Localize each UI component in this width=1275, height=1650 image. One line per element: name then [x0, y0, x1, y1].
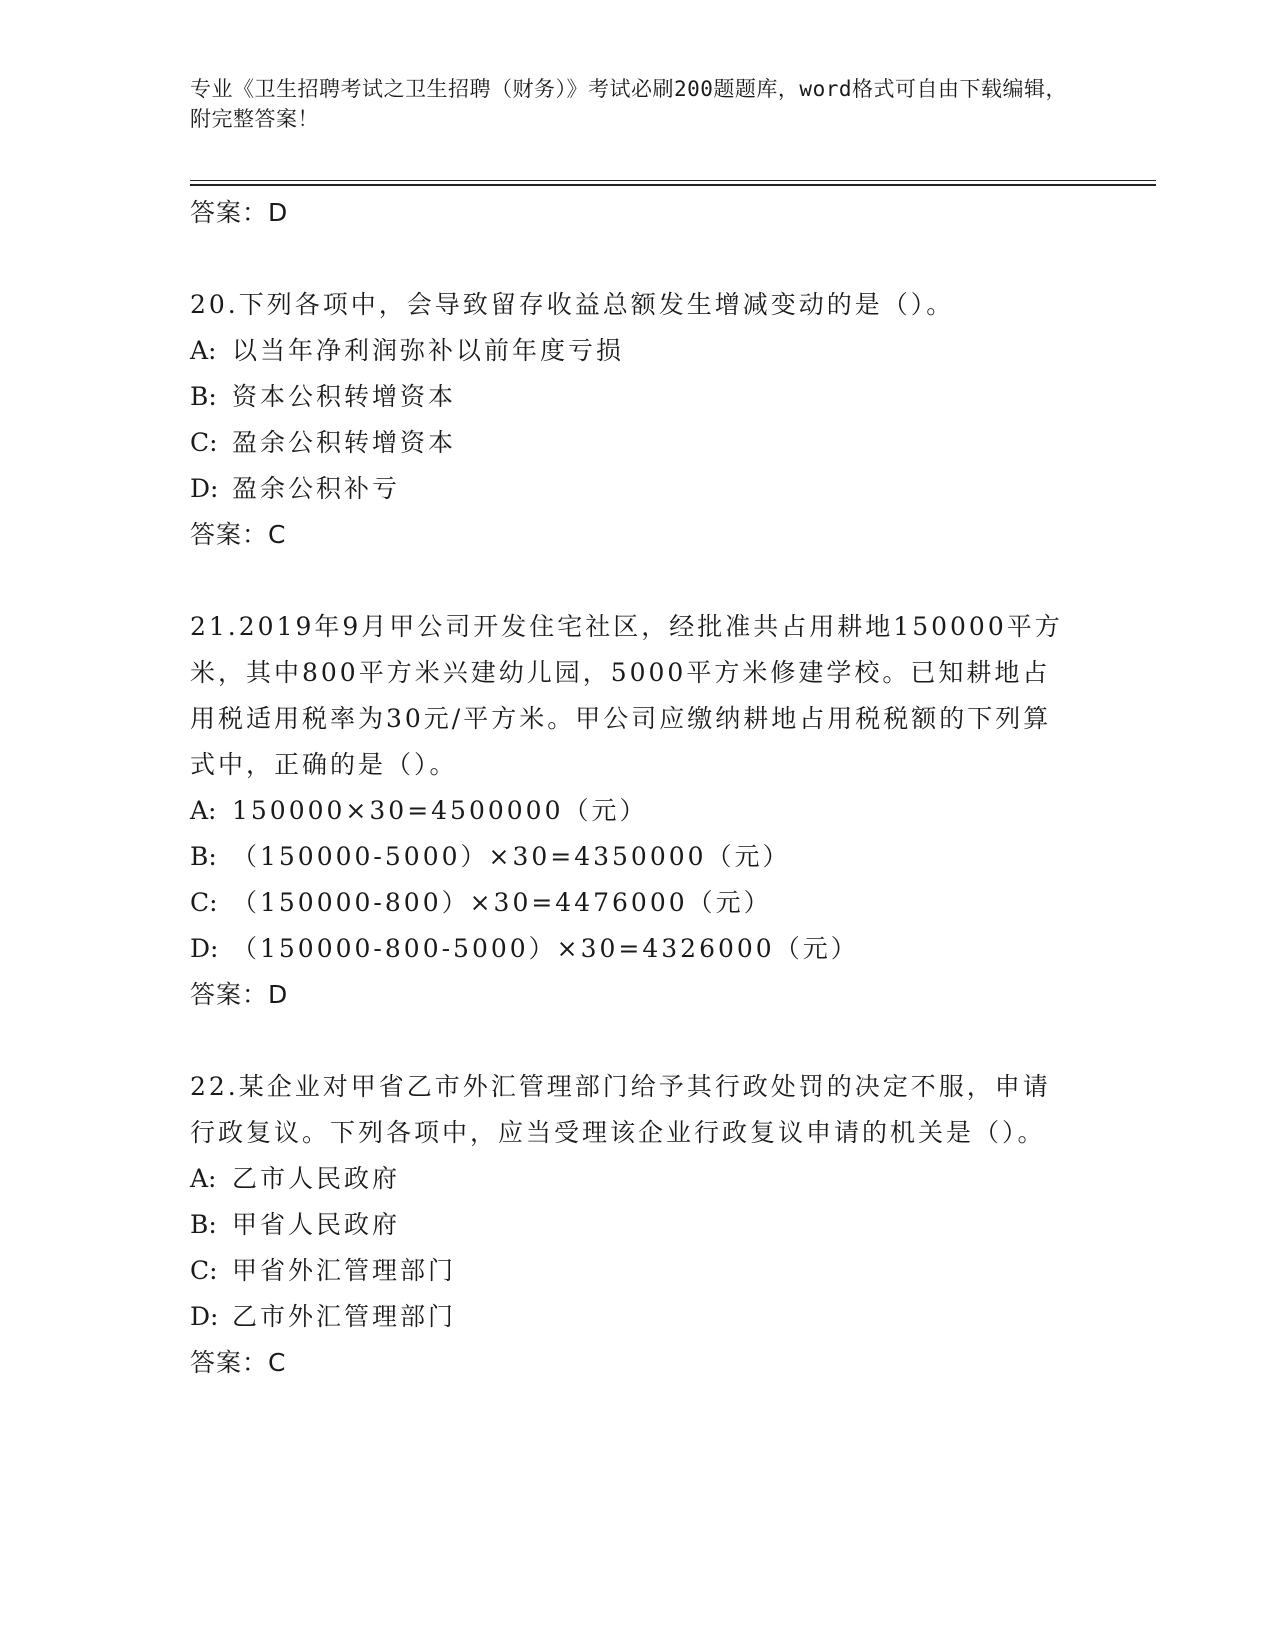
option-letter: C:	[190, 428, 218, 457]
spacer	[190, 1018, 1090, 1064]
option-d	[190, 466, 1090, 512]
option-b	[190, 1202, 1090, 1248]
question-text: 20.下列各项中，会导致留存收益总额发生增减变动的是（）。	[190, 290, 955, 319]
option-d	[190, 926, 1090, 972]
option-c	[190, 420, 1090, 466]
option-letter: B:	[190, 842, 217, 871]
option-text: 甲省外汇管理部门	[232, 1256, 457, 1285]
spacer	[190, 236, 1090, 282]
option-c	[190, 1248, 1090, 1294]
header-rule-thin	[190, 180, 1156, 181]
spacer	[190, 558, 1090, 604]
option-text: 甲省人民政府	[232, 1210, 401, 1239]
option-text: （150000-5000）×30=4350000（元）	[232, 842, 791, 871]
option-text: 乙市人民政府	[232, 1164, 401, 1193]
option-letter: B:	[190, 382, 217, 411]
option-text: （150000-800）×30=4476000（元）	[232, 888, 772, 917]
option-letter: D:	[190, 934, 219, 963]
option-letter: D:	[190, 474, 219, 503]
option-letter: A:	[190, 1164, 217, 1193]
answer-line: 答案：C	[190, 520, 287, 549]
answer-line: 答案：D	[190, 980, 289, 1009]
answer-line: 答案：C	[190, 1348, 287, 1377]
option-letter: C:	[190, 1256, 218, 1285]
document-body	[190, 190, 1090, 1386]
option-b	[190, 374, 1090, 420]
option-a	[190, 1156, 1090, 1202]
option-letter: C:	[190, 888, 218, 917]
option-text: 以当年净利润弥补以前年度亏损	[232, 336, 625, 365]
option-text: 乙市外汇管理部门	[232, 1302, 457, 1331]
option-text: 盈余公积转增资本	[232, 428, 457, 457]
option-letter: D:	[190, 1302, 219, 1331]
option-c	[190, 880, 1090, 926]
question-text: 22.某企业对甲省乙市外汇管理部门给予其行政处罚的决定不服，申请行政复议。下列各项中，应当受理该企业行政复议申请的机关是（）。	[190, 1072, 1051, 1147]
question-block	[190, 1064, 1090, 1386]
option-text: 150000×30=4500000（元）	[232, 796, 648, 825]
option-a	[190, 328, 1090, 374]
header-rule-thick	[190, 184, 1156, 186]
option-a	[190, 788, 1090, 834]
page-header: 专业《卫生招聘考试之卫生招聘（财务）》考试必刷200题题库，word格式可自由下载编辑，附完整答案！	[190, 77, 1067, 131]
option-letter: B:	[190, 1210, 217, 1239]
option-b	[190, 834, 1090, 880]
question-block	[190, 282, 1090, 558]
option-d	[190, 1294, 1090, 1340]
option-letter: A:	[190, 336, 217, 365]
question-text: 21.2019年9月甲公司开发住宅社区，经批准共占用耕地150000平方米，其中800平方米兴建幼儿园，5000平方米修建学校。已知耕地占用税适用税率为30元/平方米。甲公司应缴纳耕地占用税税额的下列算式中，正确的是（）。	[190, 612, 1063, 779]
option-text: 资本公积转增资本	[232, 382, 457, 411]
option-letter: A:	[190, 796, 217, 825]
question-block	[190, 604, 1090, 1018]
option-text: 盈余公积补亏	[232, 474, 401, 503]
answer-line: 答案：D	[190, 198, 289, 227]
option-text: （150000-800-5000）×30=4326000（元）	[232, 934, 859, 963]
